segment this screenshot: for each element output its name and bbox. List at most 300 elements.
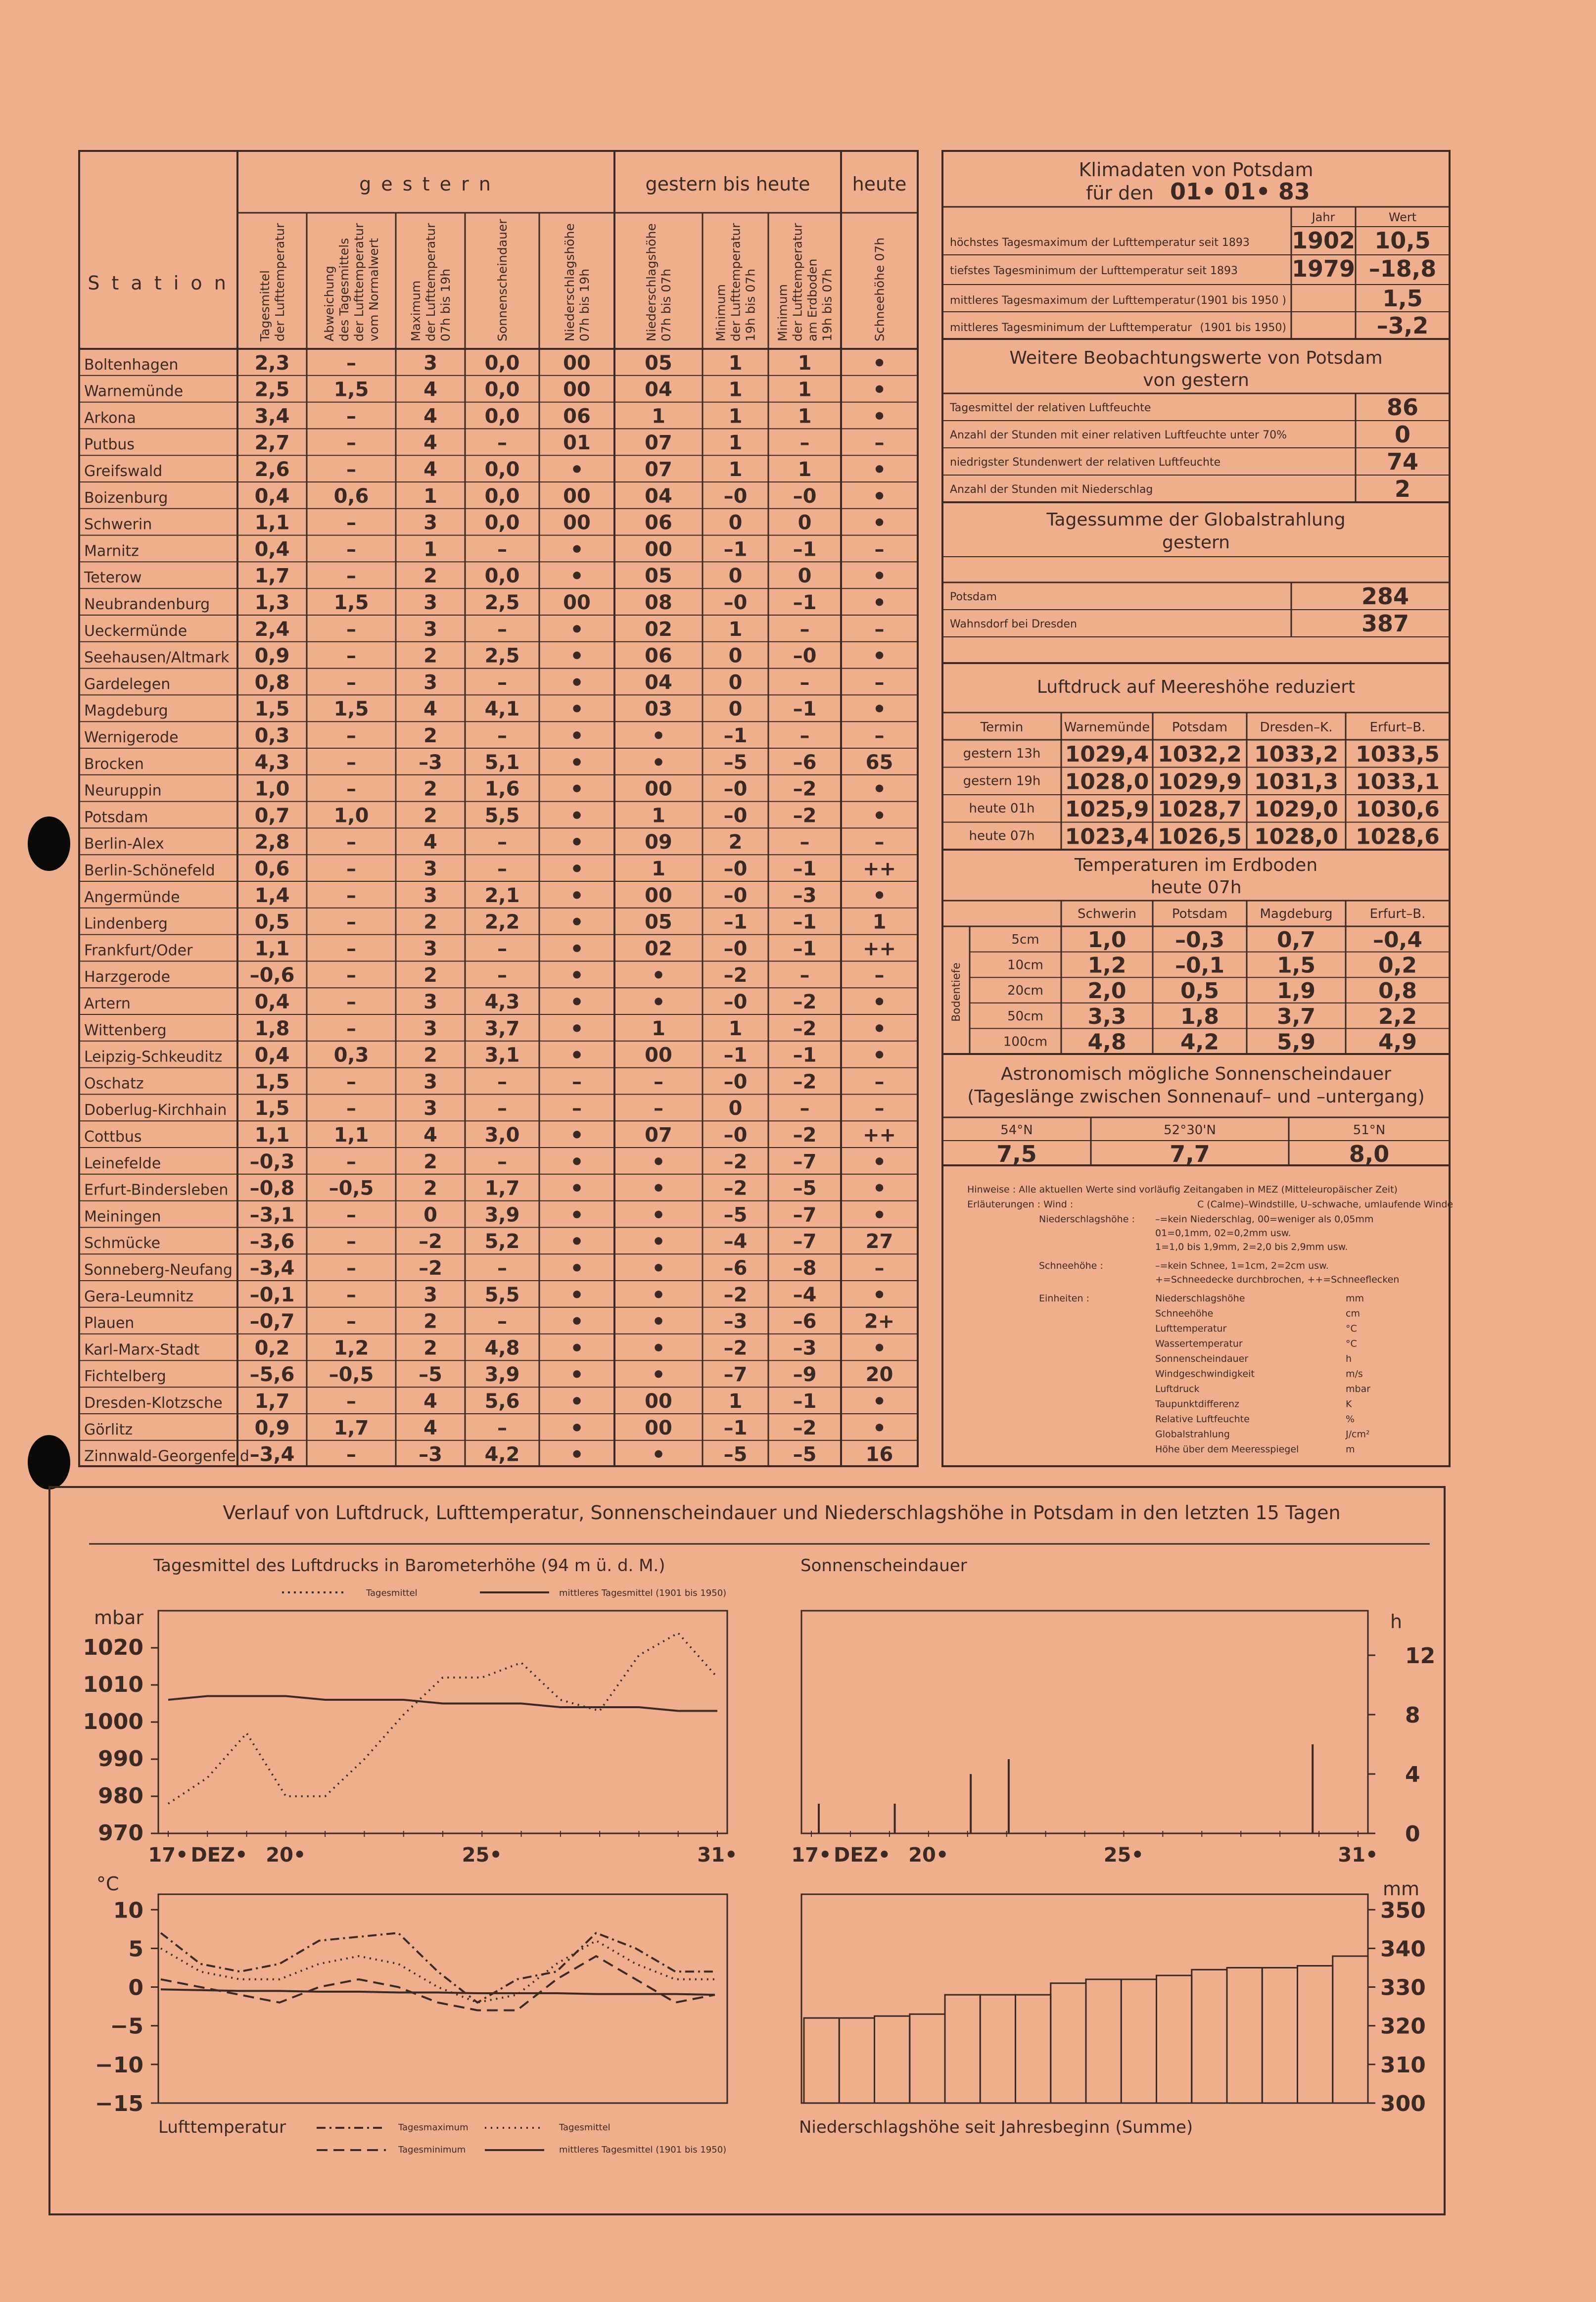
cell-value: 0 — [728, 1097, 743, 1120]
station-name: Neuruppin — [84, 782, 162, 800]
cell-value: –2 — [419, 1230, 442, 1253]
weitere-row-label: niedrigster Stundenwert der relativen Luftfeuchte — [950, 456, 1221, 469]
cell-value: • — [569, 803, 584, 829]
cell-value: • — [569, 457, 584, 482]
erdboden-value: 3,7 — [1277, 1004, 1315, 1029]
group-header-gestern-bis-heute: gestern bis heute — [645, 173, 810, 195]
einheit-unit: mbar — [1346, 1384, 1371, 1394]
cell-value: • — [569, 910, 584, 935]
cell-value: – — [346, 432, 356, 455]
cell-value: 0,4 — [254, 1044, 290, 1067]
sonnenschein-subtitle: (Tageslänge zwischen Sonnenauf– und –untergang) — [967, 1087, 1425, 1107]
cell-value: • — [872, 457, 887, 482]
y-tick-label: 980 — [98, 1783, 143, 1809]
cell-value: 06 — [645, 644, 672, 668]
cell-value: 05 — [645, 565, 672, 588]
cell-value: 0 — [798, 565, 812, 588]
luftdruck-value: 1030,6 — [1356, 797, 1440, 822]
unit-h: h — [1390, 1611, 1403, 1632]
cell-value: –1 — [723, 1044, 748, 1067]
globalstrahlung-row-wert: 284 — [1361, 583, 1409, 610]
column-header-line: der Lufttemperatur — [423, 223, 438, 341]
station-name: Schmücke — [84, 1235, 161, 1252]
cell-value: – — [799, 671, 810, 694]
cell-value: 4 — [423, 458, 437, 481]
column-header-line: Niederschlagshöhe — [644, 223, 658, 341]
station-name: Ueckermünde — [84, 622, 188, 640]
cell-value: – — [346, 1097, 356, 1120]
einheit-name: Luftdruck — [1155, 1384, 1200, 1394]
cell-value: – — [346, 565, 356, 588]
cell-value: – — [346, 405, 356, 428]
cell-value: • — [872, 1389, 887, 1414]
cell-value: 0,8 — [254, 671, 290, 694]
cell-value: 1,1 — [333, 1124, 369, 1147]
cell-value: –5 — [793, 1443, 817, 1466]
cell-value: – — [874, 432, 885, 455]
cell-value: • — [872, 590, 887, 616]
cell-value: 0,3 — [254, 724, 290, 747]
cell-value: • — [569, 1176, 584, 1201]
station-name: Brocken — [84, 755, 144, 773]
klimadaten-title: Klimadaten von Potsdam — [1079, 159, 1314, 181]
cell-value: 3 — [423, 858, 437, 880]
cell-value: –3,4 — [249, 1443, 295, 1466]
cell-value: 1,7 — [254, 565, 290, 588]
y-tick-label: 5 — [128, 1936, 143, 1962]
globalstrahlung-row-label: Potsdam — [950, 591, 997, 603]
cell-value: – — [497, 831, 507, 854]
niederschlag-bar — [980, 1995, 1015, 2103]
cell-value: –0 — [723, 884, 748, 907]
cell-value: 04 — [645, 484, 672, 508]
cell-value: – — [654, 1097, 663, 1120]
cell-value: • — [872, 883, 887, 909]
erdboden-tiefe: 20cm — [1007, 983, 1043, 999]
cell-value: • — [569, 1282, 584, 1308]
cell-value: 1 — [652, 804, 665, 827]
klimadaten-row-label: tiefstes Tagesminimum der Lufttemperatur seit 1893 — [950, 265, 1238, 277]
cell-value: –0 — [793, 484, 817, 508]
cell-value: 00 — [645, 777, 672, 801]
cell-value: 0,5 — [254, 911, 290, 934]
y-tick-label: −5 — [110, 2014, 143, 2039]
cell-value: 3 — [423, 884, 437, 907]
legend-tagesmittel: Tagesmittel — [366, 1588, 418, 1598]
cell-value: 1 — [423, 484, 437, 508]
weitere-row-label: Anzahl der Stunden mit Niederschlag — [950, 483, 1153, 496]
niederschlag-bar — [910, 2014, 945, 2103]
cell-value: –2 — [723, 1150, 748, 1173]
cell-value: –0,5 — [329, 1363, 374, 1387]
cell-value: 3 — [423, 1017, 437, 1040]
cell-value: – — [346, 1230, 356, 1253]
column-header-line: Abweichung — [322, 266, 336, 341]
weitere-title: Weitere Beobachtungswerte von Potsdam — [1009, 348, 1383, 368]
cell-value: 65 — [865, 751, 893, 774]
erdboden-value: 1,9 — [1277, 978, 1315, 1004]
einheit-unit: cm — [1346, 1308, 1360, 1319]
einheit-unit: m/s — [1346, 1368, 1363, 1380]
cell-value: – — [497, 1416, 507, 1439]
cell-value: 4 — [423, 432, 437, 455]
cell-value: ++ — [862, 1124, 896, 1147]
cell-value: • — [569, 1016, 584, 1042]
erdboden-header: Potsdam — [1172, 907, 1228, 921]
einheit-name: Sonnenscheindauer — [1155, 1353, 1249, 1364]
cell-value: 4,2 — [484, 1443, 520, 1466]
erdboden-value: 4,9 — [1378, 1029, 1417, 1055]
cell-value: 2,8 — [254, 831, 290, 854]
cell-value: – — [799, 964, 810, 987]
cell-value: 01 — [563, 432, 591, 455]
y-tick-label: −10 — [94, 2052, 143, 2078]
cell-value: 2 — [423, 964, 437, 987]
luftdruck-header: Erfurt–B. — [1369, 720, 1426, 735]
cell-value: • — [569, 1123, 584, 1148]
cell-value: • — [872, 1282, 887, 1308]
cell-value: –2 — [419, 1257, 442, 1280]
station-name: Boizenburg — [84, 489, 168, 507]
cell-value: • — [569, 776, 584, 802]
cell-value: – — [346, 1017, 356, 1040]
chart-panel — [801, 1611, 1368, 1833]
cell-value: 0,0 — [484, 378, 520, 401]
cell-value: 1 — [728, 351, 743, 375]
column-header-line: Sonnenscheindauer — [495, 219, 510, 341]
column-header-line: 07h bis 19h — [577, 268, 592, 341]
cell-value: 1 — [728, 458, 743, 481]
erdboden-tiefe: 50cm — [1007, 1008, 1043, 1024]
cell-value: –0,3 — [249, 1150, 295, 1173]
hinweise-schnee-label: Schneehöhe : — [1039, 1260, 1103, 1271]
cell-value: – — [497, 1070, 507, 1094]
cell-value: 2,6 — [254, 458, 290, 481]
station-name: Wittenberg — [84, 1021, 167, 1039]
cell-value: 1,3 — [254, 591, 290, 614]
station-name: Karl-Marx-Stadt — [84, 1341, 200, 1359]
cell-value: –2 — [793, 804, 817, 827]
cell-value: 0,9 — [254, 1416, 290, 1439]
erdboden-value: 0,7 — [1277, 927, 1315, 953]
y-tick-label: 1010 — [83, 1672, 143, 1697]
cell-value: 0,0 — [484, 405, 520, 428]
cell-value: • — [569, 830, 584, 856]
cell-value: –2 — [793, 1017, 817, 1040]
y-tick-label: 10 — [113, 1898, 143, 1923]
cell-value: 3 — [423, 511, 437, 534]
cell-value: 1 — [652, 1017, 665, 1040]
cell-value: –5 — [723, 1203, 748, 1227]
hinweise-nied-label: Niederschlagshöhe : — [1039, 1214, 1135, 1225]
cell-value: 0 — [728, 644, 743, 668]
cell-value: – — [346, 511, 356, 534]
cell-value: – — [346, 937, 356, 960]
cell-value: – — [346, 724, 356, 747]
cell-value: –2 — [723, 1337, 748, 1360]
cell-value: 2 — [423, 724, 437, 747]
hinweise-nied-line: –=kein Niederschlag, 00=weniger als 0,05mm — [1155, 1214, 1374, 1225]
cell-value: • — [569, 750, 584, 775]
einheit-name: Wassertemperatur — [1155, 1338, 1243, 1349]
cell-value: –7 — [723, 1363, 748, 1387]
cell-value: –9 — [793, 1363, 817, 1387]
column-header-line: 07h bis 19h — [438, 268, 453, 341]
cell-value: 05 — [645, 351, 672, 375]
cell-value: –1 — [793, 538, 817, 561]
cell-value: 1,6 — [484, 777, 520, 801]
cell-value: – — [874, 1070, 885, 1094]
cell-value: 0 — [728, 671, 743, 694]
cell-value: 0 — [728, 698, 743, 721]
cell-value: 02 — [645, 618, 672, 641]
y-tick-label: 0 — [1405, 1822, 1420, 1847]
station-name: Leipzig-Schkeuditz — [84, 1048, 223, 1066]
cell-value: – — [572, 1070, 582, 1094]
niederschlag-bar — [1227, 1967, 1262, 2103]
cell-value: 4 — [423, 1124, 437, 1147]
cell-value: –0 — [723, 1124, 748, 1147]
erdboden-value: 4,2 — [1180, 1029, 1219, 1055]
column-header-line: Schneehöhe 07h — [872, 237, 887, 341]
cell-value: –2 — [723, 1177, 748, 1200]
cell-value: 1,0 — [254, 777, 290, 801]
cell-value: • — [569, 670, 584, 696]
cell-value: 1,2 — [333, 1337, 369, 1360]
cell-value: – — [799, 618, 810, 641]
cell-value: • — [872, 350, 887, 376]
column-header-line: der Lufttemperatur — [790, 223, 805, 341]
cell-value: 1 — [652, 405, 665, 428]
cell-value: –0 — [723, 991, 748, 1013]
klimadaten-col-wert: Wert — [1388, 210, 1417, 224]
cell-value: • — [569, 1202, 584, 1228]
cell-value: – — [799, 1097, 810, 1120]
cell-value: – — [497, 1257, 507, 1280]
cell-value: – — [497, 858, 507, 880]
cell-value: 04 — [645, 378, 672, 401]
weitere-row-wert: 2 — [1394, 476, 1411, 502]
cell-value: – — [346, 351, 356, 375]
station-name: Gera-Leumnitz — [84, 1288, 193, 1305]
erdboden-value: 1,2 — [1087, 953, 1127, 978]
cell-value: 0 — [798, 511, 812, 534]
station-name: Putbus — [84, 436, 135, 454]
column-header-line: 19h bis 07h — [820, 268, 835, 341]
cell-value: 2,5 — [484, 591, 520, 614]
x-tick-label: 20• — [908, 1844, 949, 1867]
cell-value: • — [569, 1256, 584, 1281]
station-name: Teterow — [84, 569, 142, 587]
cell-value: – — [346, 751, 356, 774]
cell-value: 2 — [423, 911, 437, 934]
cell-value: 0,4 — [254, 538, 290, 561]
globalstrahlung-row-label: Wahnsdorf bei Dresden — [950, 618, 1077, 630]
erdboden-title: Temperaturen im Erdboden — [1074, 855, 1318, 875]
cell-value: 5,5 — [484, 1283, 520, 1306]
cell-value: • — [651, 990, 666, 1015]
cell-value: 3 — [423, 1283, 437, 1306]
erdboden-subtitle: heute 07h — [1150, 877, 1242, 898]
cell-value: 1,5 — [333, 378, 369, 401]
erdboden-side-label: Bodentiefe — [950, 962, 963, 1022]
cell-value: • — [651, 723, 666, 749]
cell-value: –0 — [723, 937, 748, 960]
cell-value: 4 — [423, 831, 437, 854]
cell-value: 02 — [645, 937, 672, 960]
y-tick-label: 350 — [1380, 1898, 1426, 1923]
station-name: Doberlug-Kirchhain — [84, 1102, 227, 1119]
column-header-line: am Erdboden — [805, 258, 820, 341]
klimadaten-row-jahr: (1901 bis 1950 ) — [1196, 294, 1286, 307]
luftdruck-chart-title: Tagesmittel des Luftdrucks in Barometerhöhe (94 m ü. d. M.) — [153, 1556, 665, 1576]
cell-value: –5 — [419, 1363, 442, 1387]
cell-value: – — [874, 831, 885, 854]
cell-value: – — [346, 991, 356, 1013]
erdboden-value: 1,5 — [1277, 953, 1315, 978]
cell-value: 0 — [423, 1203, 437, 1227]
cell-value: 1 — [728, 1017, 743, 1040]
cell-value: 3 — [423, 1097, 437, 1120]
sonnenschein-header: 52°30'N — [1164, 1123, 1216, 1138]
erdboden-value: –0,1 — [1175, 953, 1224, 978]
niederschlag-label: Niederschlagshöhe seit Jahresbeginn (Summe) — [799, 2117, 1193, 2137]
luftdruck-value: 1033,5 — [1356, 742, 1440, 767]
station-name: Meiningen — [84, 1208, 161, 1226]
sonnenschein-value: 7,7 — [1170, 1141, 1210, 1167]
cell-value: 27 — [865, 1230, 893, 1253]
cell-value: – — [346, 1150, 356, 1173]
cell-value: 00 — [563, 378, 591, 401]
cell-value: 08 — [645, 591, 672, 614]
cell-value: – — [799, 724, 810, 747]
x-tick-label: 25• — [462, 1844, 502, 1867]
erdboden-value: –0,3 — [1175, 927, 1224, 953]
cell-value: –1 — [793, 1044, 817, 1067]
klimadaten-row-wert: 1,5 — [1382, 285, 1423, 312]
klimadaten-row-wert: –3,2 — [1376, 312, 1429, 339]
cell-value: • — [651, 1336, 666, 1361]
cell-value: –3 — [419, 1443, 442, 1466]
cell-value: –7 — [793, 1150, 817, 1173]
weitere-row-label: Anzahl der Stunden mit einer relativen Luftfeuchte unter 70% — [950, 429, 1287, 441]
y-tick-label: 970 — [98, 1821, 143, 1846]
niederschlag-bar — [945, 1995, 980, 2103]
y-tick-label: 1020 — [83, 1635, 143, 1660]
cell-value: –8 — [793, 1257, 817, 1280]
cell-value: • — [872, 1336, 887, 1361]
cell-value: 1,5 — [333, 698, 369, 721]
station-name: Neubrandenburg — [84, 596, 210, 613]
y-tick-label: 300 — [1380, 2091, 1426, 2116]
cell-value: – — [874, 964, 885, 987]
cell-value: – — [346, 1257, 356, 1280]
cell-value: 2,5 — [484, 644, 520, 668]
cell-value: 00 — [563, 591, 591, 614]
cell-value: – — [346, 1283, 356, 1306]
erdboden-value: 0,2 — [1378, 953, 1417, 978]
station-name: Gardelegen — [84, 675, 171, 693]
cell-value: 2 — [423, 1150, 437, 1173]
cell-value: • — [569, 883, 584, 909]
cell-value: 0,4 — [254, 484, 290, 508]
cell-value: – — [346, 1203, 356, 1227]
cell-value: • — [569, 1389, 584, 1414]
hinweise-erl-wind: C (Calme)–Windstille, U–schwache, umlaufende Winde — [1197, 1199, 1454, 1210]
cell-value: 1,0 — [333, 804, 369, 827]
cell-value: 05 — [645, 911, 672, 934]
cell-value: 0,6 — [333, 484, 369, 508]
cell-value: • — [569, 1149, 584, 1175]
erdboden-header: Schwerin — [1078, 907, 1136, 921]
x-tick-label: 17• — [148, 1844, 188, 1867]
cell-value: 1,1 — [254, 937, 290, 960]
einheit-name: Niederschlagshöhe — [1155, 1293, 1245, 1304]
cell-value: –2 — [793, 1070, 817, 1094]
niederschlag-bar — [1262, 1967, 1297, 2103]
cell-value: • — [872, 990, 887, 1015]
cell-value: – — [874, 1257, 885, 1280]
cell-value: – — [346, 644, 356, 668]
cell-value: 1,7 — [484, 1177, 520, 1200]
cell-value: –1 — [793, 698, 817, 721]
cell-value: –7 — [793, 1230, 817, 1253]
y-tick-label: 990 — [98, 1746, 143, 1772]
cell-value: 06 — [645, 511, 672, 534]
luftdruck-value: 1028,0 — [1065, 769, 1149, 795]
sonnenschein-header: 51°N — [1353, 1123, 1386, 1138]
cell-value: 0,2 — [254, 1337, 290, 1360]
cell-value: 3 — [423, 618, 437, 641]
cell-value: 0,4 — [254, 991, 290, 1013]
cell-value: 03 — [645, 698, 672, 721]
niederschlag-bar — [804, 2018, 839, 2103]
station-name: Arkona — [84, 409, 136, 427]
hinweise-schnee-line: –=kein Schnee, 1=1cm, 2=2cm usw. — [1155, 1260, 1329, 1271]
cell-value: • — [872, 483, 887, 509]
station-name: Berlin-Schönefeld — [84, 862, 215, 879]
column-header-line: des Tagesmittels — [337, 238, 351, 341]
cell-value: 1 — [728, 378, 743, 401]
erdboden-header: Magdeburg — [1260, 907, 1333, 921]
x-tick-label: 25• — [1103, 1844, 1144, 1867]
cell-value: – — [346, 858, 356, 880]
cell-value: –2 — [793, 991, 817, 1013]
niederschlag-bar — [1157, 1975, 1192, 2103]
luftdruck-value: 1029,4 — [1065, 742, 1149, 767]
station-name: Harzgerode — [84, 968, 171, 986]
cell-value: – — [654, 1070, 663, 1094]
erdboden-value: –0,4 — [1373, 927, 1422, 953]
cell-value: • — [872, 1202, 887, 1228]
cell-value: – — [497, 618, 507, 641]
temp-series-2 — [161, 1956, 715, 2010]
column-header-line: Tagesmittel — [258, 270, 272, 341]
niederschlag-bar — [1051, 1983, 1086, 2103]
cell-value: –0 — [723, 777, 748, 801]
station-name: Seehausen/Altmark — [84, 649, 230, 667]
cell-value: –0 — [723, 804, 748, 827]
cell-value: – — [497, 964, 507, 987]
cell-value: • — [569, 643, 584, 669]
cell-value: 2 — [423, 1337, 437, 1360]
einheit-unit: % — [1346, 1414, 1355, 1425]
luftdruck-termin: gestern 19h — [963, 773, 1041, 789]
cell-value: –0 — [793, 644, 817, 668]
sonnenschein-value: 7,5 — [996, 1141, 1037, 1167]
lufttemp-label: Lufttemperatur — [158, 2117, 286, 2137]
cell-value: • — [651, 1256, 666, 1281]
